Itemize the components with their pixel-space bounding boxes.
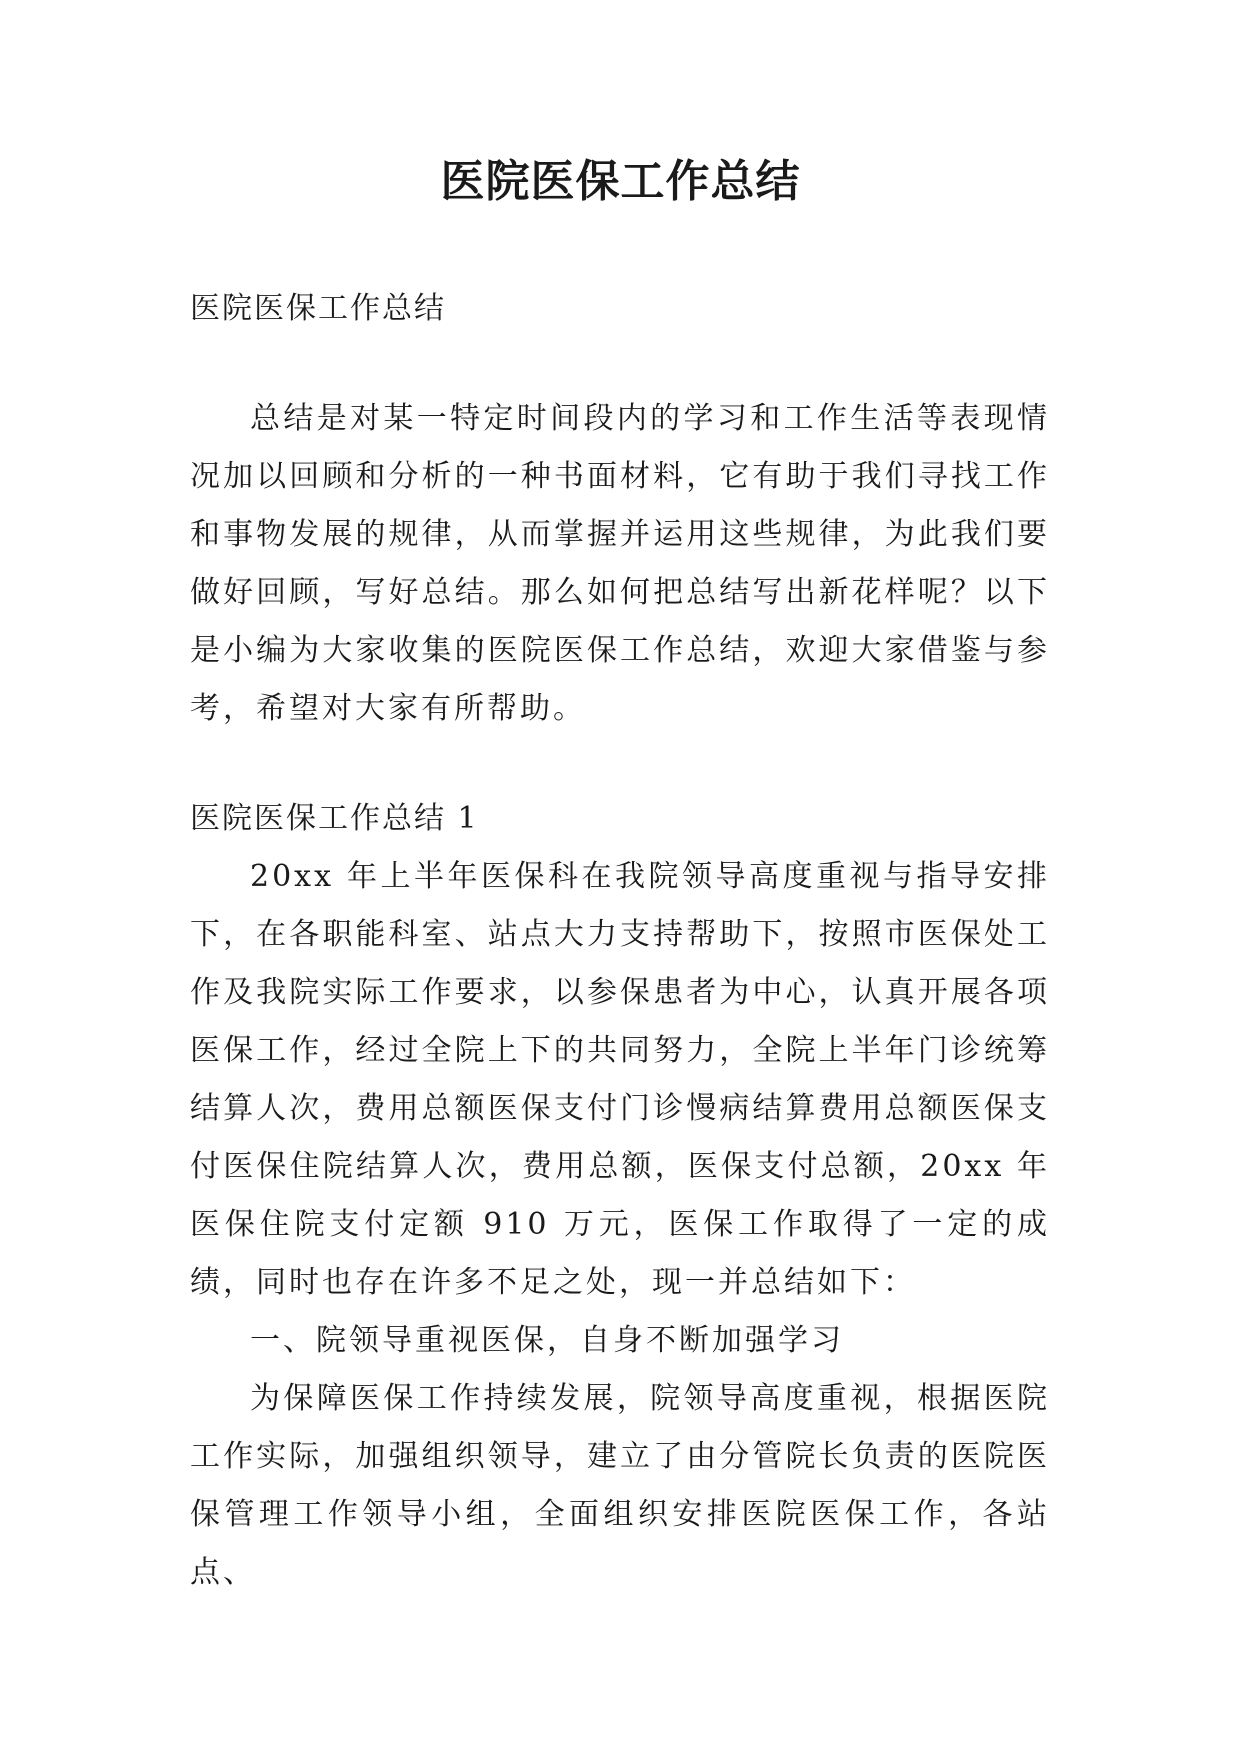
point-heading: 一、院领导重视医保，自身不断加强学习 [250,1323,844,1358]
body-paragraph: 20xx 年上半年医保科在我院领导高度重视与指导安排下，在各职能科室、站点大力支持帮助下，按照市医保处工作及我院实际工作要求，以参保患者为中心，认真开展各项医保工作，经过全院上下的共同努力，全院上半年门诊统筹结算人次，费用总额医保支付门诊慢病结算费用总额医保支付医保住院结算人次，费用总额，医保支付总额，20xx 年医保住院支付定额 910 万元，医保工作取得了一定的成绩，同时也存在许多不足之处，现一并总结如下： [190,859,1050,1300]
intro-paragraph: 总结是对某一特定时间段内的学习和工作生活等表现情况加以回顾和分析的一种书面材料，它有助于我们寻找工作和事物发展的规律，从而掌握并运用这些规律，为此我们要做好回顾，写好总结。那么如何把总结写出新花样呢？以下是小编为大家收集的医院医保工作总结，欢迎大家借鉴与参考，希望对大家有所帮助。 [190,401,1050,726]
body-paragraph: 为保障医保工作持续发展，院领导高度重视，根据医院工作实际，加强组织领导，建立了由分管院长负责的医院医保管理工作领导小组，全面组织安排医院医保工作，各站点、 [190,1381,1050,1590]
document-body [190,280,1050,1602]
document-title: 医院医保工作总结 [440,156,801,207]
section-heading: 医院医保工作总结 1 [190,801,479,836]
document-subtitle: 医院医保工作总结 [190,291,446,326]
